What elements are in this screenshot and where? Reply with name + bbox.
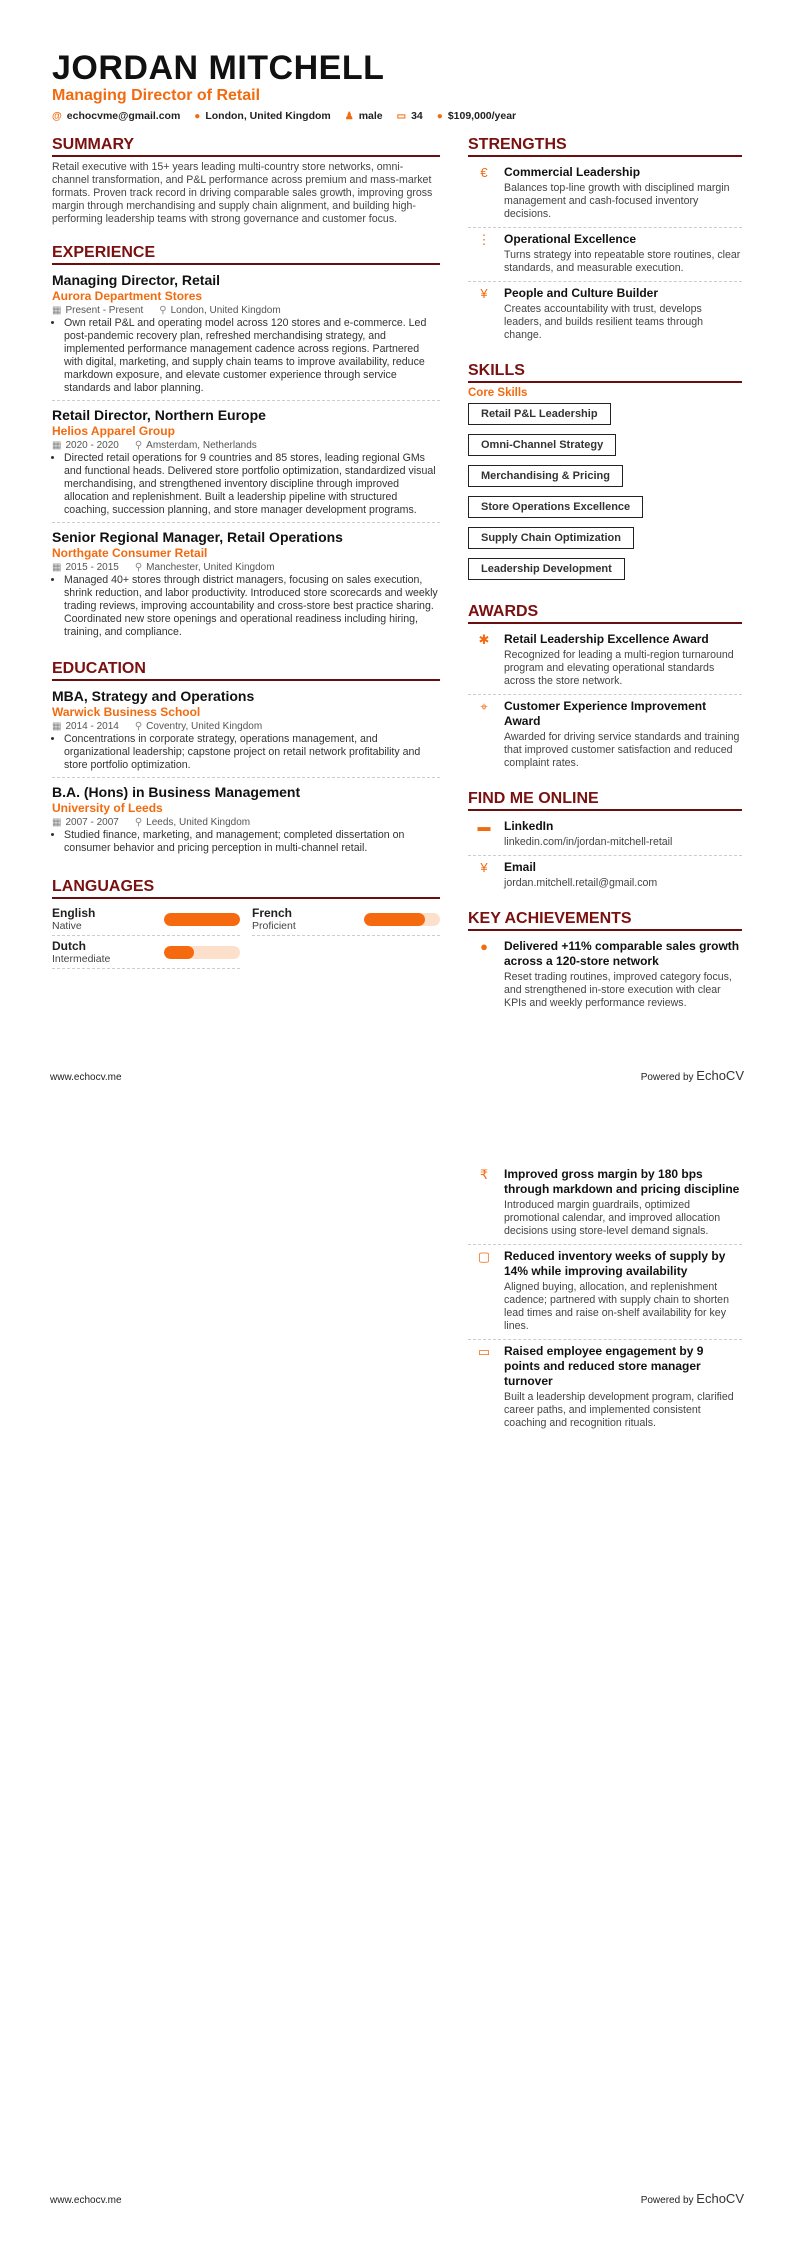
rupee-circle-icon: ₹	[479, 1167, 489, 1182]
strength-item-title: Commercial Leadership	[504, 165, 641, 179]
pin-icon: ⚲	[134, 440, 143, 451]
location-text: Leeds, United Kingdom	[146, 817, 251, 828]
strength-item-description: Turns strategy into repeatable store routines, clear standards, and measurable execution.	[504, 249, 741, 274]
location-text: Amsterdam, Netherlands	[146, 440, 257, 451]
language-name: French	[252, 906, 293, 920]
strength-item	[468, 282, 742, 348]
section-heading: EDUCATION	[52, 660, 440, 681]
achievement-item-description: Built a leadership development program, clarified career paths, and implemented consistent coaching and recognition rituals.	[504, 1391, 734, 1429]
calendar-icon: ▦	[52, 305, 62, 316]
achievements-list	[468, 935, 742, 1016]
yen-file-icon: ¥	[480, 286, 488, 301]
online-item-description[interactable]: linkedin.com/in/jordan-mitchell-retail	[504, 836, 673, 848]
section-heading: KEY ACHIEVEMENTS	[468, 910, 742, 931]
experience-item-title: Managing Director, Retail	[52, 272, 221, 288]
location-text: London, United Kingdom	[205, 110, 331, 122]
achievement-item	[468, 935, 742, 1016]
at-icon: @	[52, 111, 62, 122]
location-text: London, United Kingdom	[170, 305, 281, 316]
archive-icon: ▬	[477, 819, 491, 834]
contact-row	[52, 110, 742, 122]
section-heading: AWARDS	[468, 603, 742, 624]
skill-tag: Merchandising & Pricing	[468, 465, 623, 487]
section-heading: EXPERIENCE	[52, 244, 440, 265]
left-column	[52, 136, 440, 983]
email-text: echocvme@gmail.com	[66, 110, 181, 122]
euro-file-icon: €	[480, 165, 488, 180]
date-range	[52, 304, 143, 317]
summary-text: Retail executive with 15+ years leading multi-country store networks, omni-channel transformation, and P&L performance across premium and mass-market formats. Proven track record in driving comparable sales growth, improving gross margin through merchandising and supply chain alignment, and building high-performing leadership teams with strong governance and customer focus.	[52, 161, 433, 225]
language-name: Dutch	[52, 939, 86, 953]
dates-text: 2015 - 2015	[65, 562, 119, 573]
language-name: English	[52, 906, 96, 920]
resume-header	[52, 50, 742, 122]
education-item	[52, 781, 440, 860]
experience-item	[52, 269, 440, 401]
language-level: Intermediate	[52, 953, 111, 965]
date-range	[52, 561, 119, 574]
language-item	[252, 903, 440, 936]
education-item-organization: Warwick Business School	[52, 705, 201, 719]
contact-email[interactable]	[52, 110, 180, 122]
powered-label: Powered by	[640, 1072, 694, 1083]
bullet: • Studied finance, marketing, and management; completed dissertation on consumer behavior and pricing perception in multi-channel retail.	[64, 829, 440, 855]
calendar-icon: ▦	[52, 817, 62, 828]
bullet: • Concentrations in corporate strategy, operations management, and organizational leadership; capstone project on retail network profitability and store portfolio optimization.	[64, 733, 440, 772]
award-item-description: Awarded for driving service standards and training that improved customer satisfaction and reduced complaint rates.	[504, 731, 740, 769]
education-item-title: MBA, Strategy and Operations	[52, 688, 255, 704]
location-text: Manchester, United Kingdom	[146, 562, 275, 573]
award-item	[468, 695, 742, 776]
resume-page-2	[0, 1123, 794, 2246]
language-proficiency-bar	[164, 913, 240, 926]
languages-list	[52, 903, 440, 969]
skill-tag: Leadership Development	[468, 558, 625, 580]
bullet-list	[52, 452, 440, 517]
bug-icon: ✱	[478, 632, 490, 647]
online-list	[468, 815, 742, 896]
dates-text: 2014 - 2014	[65, 721, 119, 732]
skill-tag: Omni-Channel Strategy	[468, 434, 616, 456]
pin-icon: ⚲	[134, 721, 143, 732]
language-level: Native	[52, 920, 82, 932]
pin-icon: ⚲	[134, 817, 143, 828]
focus-icon: ⌖	[480, 699, 488, 714]
language-proficiency-bar	[364, 913, 440, 926]
experience-item	[52, 404, 440, 523]
achievements-list-continued	[468, 1163, 742, 1436]
skill-tag: Store Operations Excellence	[468, 496, 643, 518]
awards-section	[468, 603, 742, 776]
yen-file-icon: ¥	[480, 860, 488, 875]
strength-item-description: Balances top-line growth with disciplined margin management and cash-focused inventory decisions.	[504, 182, 730, 220]
achievement-item-title: Raised employee engagement by 9 points and reduced store manager turnover	[504, 1344, 704, 1388]
award-item	[468, 628, 742, 695]
skill-tag: Supply Chain Optimization	[468, 527, 634, 549]
achievement-item-title: Delivered +11% comparable sales growth across a 120-store network	[504, 939, 740, 968]
footer-powered	[641, 1068, 744, 1083]
experience-item-meta	[52, 439, 440, 452]
dates-text: 2007 - 2007	[65, 817, 119, 828]
footer-site-link[interactable]: www.echocv.me	[50, 1072, 122, 1083]
strengths-section	[468, 136, 742, 348]
bullet-list	[52, 574, 440, 639]
language-proficiency-fill	[364, 913, 425, 926]
contact-gender	[345, 110, 383, 122]
coin-icon: ●	[436, 111, 443, 122]
section-heading: LANGUAGES	[52, 878, 440, 899]
section-heading: FIND ME ONLINE	[468, 790, 742, 811]
location-text: Coventry, United Kingdom	[146, 721, 263, 732]
pin-icon: ⚲	[134, 562, 143, 573]
achievement-item-description: Introduced margin guardrails, optimized promotional calendar, and improved allocation decisions using store-level demand signals.	[504, 1199, 721, 1237]
calendar-icon: ▭	[396, 111, 407, 122]
footer-powered	[641, 2191, 744, 2206]
language-item	[52, 936, 240, 969]
brand-label: EchoCV	[696, 1068, 744, 1083]
chat-bubble-icon: ●	[480, 939, 488, 954]
gender-text: male	[358, 110, 383, 122]
powered-label: Powered by	[640, 2195, 694, 2206]
achievement-item	[468, 1245, 742, 1340]
skills-section	[468, 362, 742, 589]
experience-item-organization: Northgate Consumer Retail	[52, 546, 208, 560]
right-column	[468, 136, 742, 1030]
location	[159, 304, 280, 317]
contact-location	[194, 110, 330, 122]
online-item	[468, 815, 742, 856]
language-proficiency-fill	[164, 913, 240, 926]
bullet: • Managed 40+ stores through district managers, focusing on sales execution, shrink reduction, and labor productivity. Introduced store scorecards and weekly trading reviews, improving accountability and cross-store best practice sharing. Coordinated new store openings and operational readiness including hiring, training, and compliance.	[64, 574, 440, 639]
date-range	[52, 816, 119, 829]
section-heading: STRENGTHS	[468, 136, 742, 157]
location	[135, 561, 275, 574]
summary-section	[52, 136, 440, 226]
language-item	[52, 903, 240, 936]
candidate-name: JORDAN MITCHELL	[52, 49, 385, 87]
bullet: • Own retail P&L and operating model across 120 stores and e-commerce. Led post-pandemic recovery plan, refreshed merchandising strategy, and implemented performance management cadence across regions. Partnered with digital, marketing, and supply chain teams to improve availability, reduce markdown exposure, and elevate customer experience through service standards and labor planning.	[64, 317, 440, 395]
award-item-title: Customer Experience Improvement Award	[504, 699, 707, 728]
online-item	[468, 856, 742, 896]
brand-label: EchoCV	[696, 2191, 744, 2206]
bullet-list	[52, 317, 440, 395]
award-item-description: Recognized for leading a multi-region turnaround program and elevating operational standards across the store network.	[504, 649, 734, 687]
experience-item-organization: Aurora Department Stores	[52, 289, 203, 303]
calendar-icon: ▦	[52, 440, 62, 451]
section-heading: SKILLS	[468, 362, 742, 383]
experience-item-organization: Helios Apparel Group	[52, 424, 175, 438]
education-item-meta	[52, 720, 440, 733]
page-footer	[50, 1068, 744, 1083]
online-section	[468, 790, 742, 896]
skills-group-title: Core Skills	[468, 387, 528, 399]
experience-item-meta	[52, 561, 440, 574]
achievement-item-title: Reduced inventory weeks of supply by 14% while improving availability	[504, 1249, 726, 1278]
right-column-continued	[468, 1163, 742, 1436]
pin-icon: ●	[194, 111, 201, 122]
calendar-icon: ▦	[52, 721, 62, 732]
experience-section	[52, 244, 440, 644]
achievement-item-description: Reset trading routines, improved category focus, and strengthened in-store execution with clear KPIs and weekly performance reviews.	[504, 971, 732, 1009]
contact-age	[397, 110, 423, 122]
location	[135, 439, 257, 452]
strength-item	[468, 161, 742, 228]
language-level: Proficient	[252, 920, 296, 932]
bullet-list	[52, 733, 440, 772]
contact-salary	[437, 110, 516, 122]
strength-item-description: Creates accountability with trust, develops leaders, and builds resilient teams through change.	[504, 303, 704, 341]
education-list	[52, 685, 440, 860]
experience-item-meta	[52, 304, 440, 317]
person-icon: ♟	[344, 111, 354, 122]
skills-list	[468, 403, 742, 589]
footer-site-link[interactable]: www.echocv.me	[50, 2195, 122, 2206]
pin-icon: ⚲	[159, 305, 167, 316]
language-proficiency-bar	[164, 946, 240, 959]
strength-item-title: People and Culture Builder	[504, 286, 659, 300]
bullet-list	[52, 829, 440, 855]
experience-list	[52, 269, 440, 644]
language-proficiency-fill	[164, 946, 194, 959]
section-heading: SUMMARY	[52, 136, 440, 157]
salary-text: $109,000/year	[447, 110, 517, 122]
education-item-organization: University of Leeds	[52, 801, 163, 815]
location	[135, 720, 262, 733]
experience-item-title: Senior Regional Manager, Retail Operations	[52, 529, 343, 545]
education-item	[52, 685, 440, 778]
dates-text: Present - Present	[65, 305, 144, 316]
dots-icon: ⋮	[477, 232, 491, 247]
online-item-title: LinkedIn	[504, 819, 554, 833]
awards-list	[468, 628, 742, 776]
candidate-title: Managing Director of Retail	[52, 87, 261, 104]
page-footer	[50, 2191, 744, 2206]
achievement-item	[468, 1340, 742, 1436]
battery-icon: ▭	[477, 1344, 491, 1359]
strengths-list	[468, 161, 742, 348]
education-item-meta	[52, 816, 440, 829]
date-range	[52, 439, 119, 452]
dates-text: 2020 - 2020	[65, 440, 119, 451]
achievement-item-description: Aligned buying, allocation, and replenishment cadence; partnered with supply chain to shorten lead times and raise on-shelf availability for key lines.	[504, 1281, 729, 1332]
achievement-item	[468, 1163, 742, 1245]
languages-section	[52, 878, 440, 969]
location	[135, 816, 250, 829]
skill-tag: Retail P&L Leadership	[468, 403, 611, 425]
online-item-title: Email	[504, 860, 537, 874]
experience-item	[52, 526, 440, 644]
online-item-description[interactable]: jordan.mitchell.retail@gmail.com	[504, 877, 658, 889]
strength-item	[468, 228, 742, 282]
strength-item-title: Operational Excellence	[504, 232, 637, 246]
date-range	[52, 720, 119, 733]
award-item-title: Retail Leadership Excellence Award	[504, 632, 709, 646]
bullet: • Directed retail operations for 9 countries and 85 stores, leading regional GMs and functional heads. Delivered store portfolio optimization, standardized visual merchandising, and strengthened inventory discipline through improved allocation and replenishment. Built a leadership pipeline with structured coaching, succession planning, and store manager development programs.	[64, 452, 440, 517]
achievement-item-title: Improved gross margin by 180 bps through markdown and pricing discipline	[504, 1167, 740, 1196]
achievements-section	[468, 910, 742, 1016]
experience-item-title: Retail Director, Northern Europe	[52, 407, 266, 423]
education-section	[52, 660, 440, 860]
calendar-icon: ▦	[52, 562, 62, 573]
age-text: 34	[411, 110, 423, 122]
bookmark-icon: ▢	[477, 1249, 491, 1264]
education-item-title: B.A. (Hons) in Business Management	[52, 784, 301, 800]
